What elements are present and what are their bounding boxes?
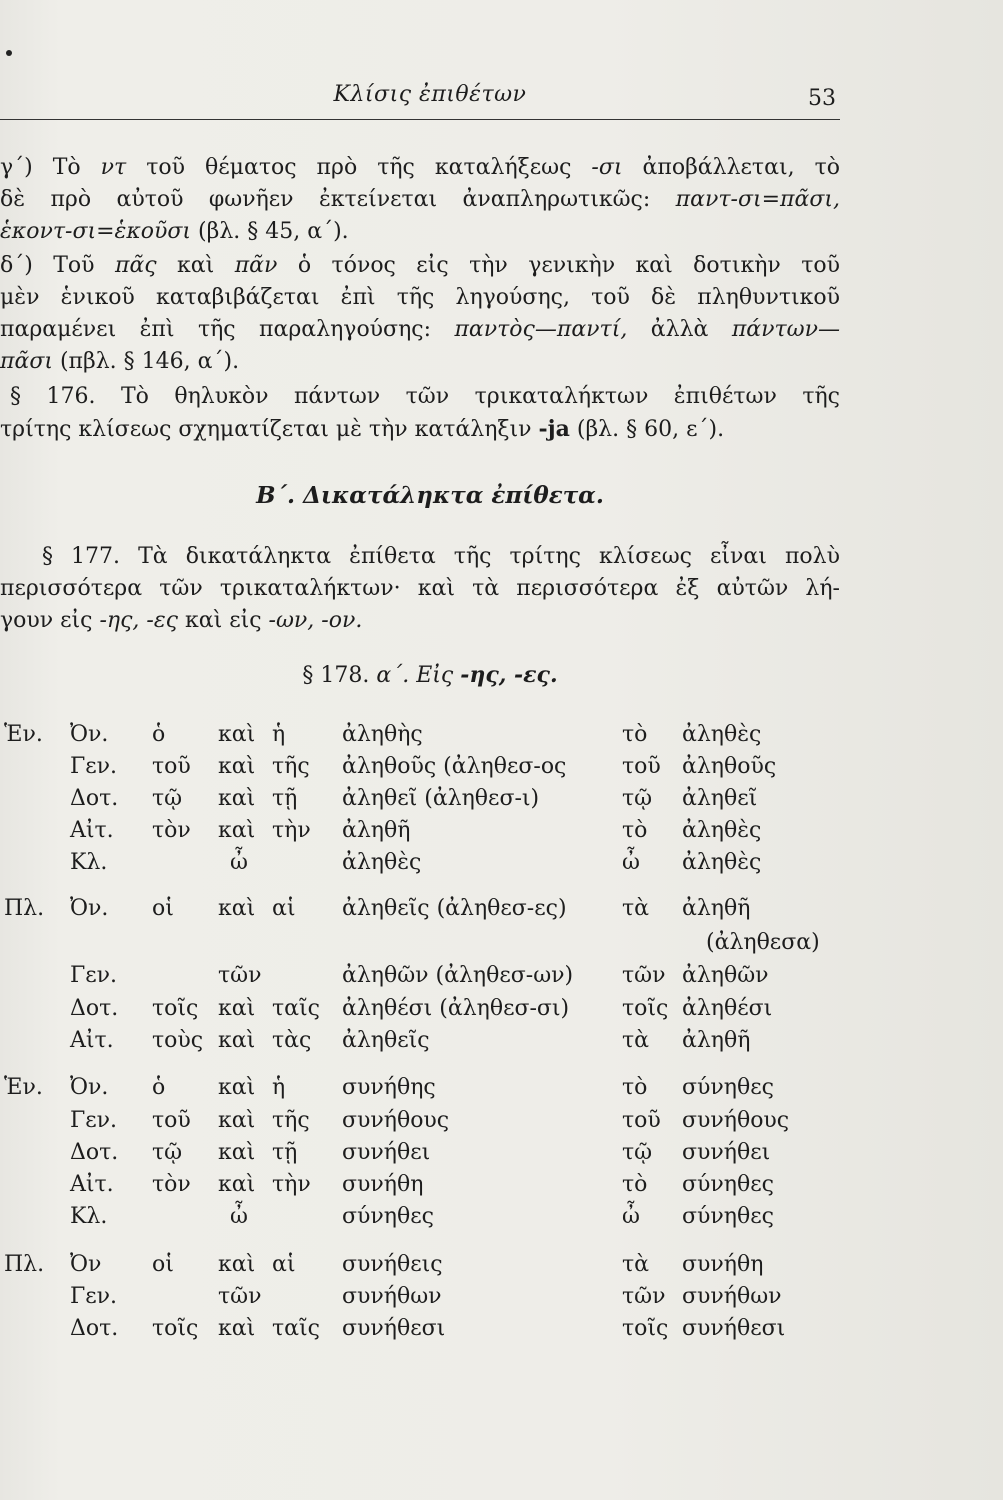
cell-art1: τὸν [152,818,191,843]
cell-form: συνήθων [342,1284,442,1309]
paragraph-176 [0,381,840,446]
cell-form: ἀληθεῖς (ἀληθεσ-ες) [342,896,567,921]
cell-art1: τοῖς [152,996,199,1021]
cell-form: σύνηθες [342,1204,434,1229]
cell-form: ἀληθεῖς [342,1028,430,1053]
cell-case: Ὀν. [70,1075,109,1100]
table-row [0,1028,860,1062]
section-heading: Β΄. Δικατάληκτα ἐπίθετα. [256,482,604,509]
cell-art1: τοὺς [152,1028,204,1053]
cell-case: Αἰτ. [70,1172,114,1197]
cell-art2: τὴν [272,818,311,843]
table-row [0,818,860,852]
paragraph-delta [0,250,840,378]
cell-kai: ὦ [230,1204,248,1229]
cell-art2: τῆς [272,1108,310,1133]
table-row [0,963,860,997]
cell-art1: ὁ [152,722,166,747]
cell-art2: τὴν [272,1172,311,1197]
cell-case: Δοτ. [70,1140,119,1165]
subsection-heading: § 178. α΄. Εἰς -ης, -ες. [302,662,558,688]
text-line: παραμένει ἐπὶ τῆς παραληγούσης: παντὸς—παντί, ἀλλὰ πάντων— [0,317,840,342]
cell-art1: τῷ [152,786,183,811]
table-row [0,1316,860,1350]
cell-art2: αἱ [272,896,296,921]
cell-art3: τῷ [622,1140,653,1165]
cell-form: συνήθεσι [342,1316,446,1341]
cell-form3: σύνηθες [682,1075,774,1100]
text-line: § 176. Τὸ θηλυκὸν πάντων τῶν τρικαταλήκτων ἐπιθέτων τῆς [10,384,840,409]
table-row [0,1284,860,1318]
cell-art2: ταῖς [272,1316,320,1341]
cell-form3: συνήθους [682,1108,790,1133]
cell-form3: ἀληθῆ [682,1028,751,1053]
cell-art1: τοῦ [152,1108,191,1133]
table-row [0,786,860,820]
cell-form3: (ἀληθεσα) [706,930,820,955]
text-line: μὲν ἑνικοῦ καταβιβάζεται ἐπὶ τῆς ληγούσης, τοῦ δὲ πληθυντικοῦ [0,285,840,310]
cell-art3: ὦ [622,850,640,875]
cell-kai: καὶ [218,786,256,811]
cell-art3: τὰ [622,1028,650,1053]
header-rule [0,119,840,120]
cell-art3: τὸ [622,1075,648,1100]
cell-form3: σύνηθες [682,1172,774,1197]
table-row [0,930,860,964]
cell-form: ἀληθοῦς (ἀληθεσ-ος [342,754,567,779]
text-line: γουν εἰς -ης, -ες καὶ εἰς -ων, -ον. [0,608,363,633]
cell-case: Δοτ. [70,1316,119,1341]
cell-case: Γεν. [70,754,118,779]
text-line: τρίτης κλίσεως σχηματίζεται μὲ τὴν κατάληξιν -ja (βλ. § 60, ε΄). [0,416,725,442]
cell-form3: ἀληθὲς [682,722,762,747]
cell-case: Γεν. [70,1108,118,1133]
cell-kai: καὶ [218,818,256,843]
cell-art2: τῇ [272,1140,298,1165]
cell-art1: οἱ [152,896,174,921]
cell-case: Γεν. [70,1284,118,1309]
cell-form3: ἀληθεῖ [682,786,758,811]
table-row [0,850,860,884]
cell-kai: καὶ [218,1108,256,1133]
text-line: ἑκοντ-σι=ἑκοῦσι (βλ. § 45, α΄). [0,219,349,244]
cell-art2: ἡ [272,1075,286,1100]
cell-art1: οἱ [152,1252,174,1277]
cell-case: Κλ. [70,1204,108,1229]
cell-kai: καὶ [218,1140,256,1165]
cell-kai: τῶν [218,1284,262,1309]
cell-kai: καὶ [218,1316,256,1341]
table-row [0,1172,860,1206]
text-line: περισσότερα τῶν τρικαταλήκτων· καὶ τὰ περισσότερα ἐξ αὐτῶν λή- [0,576,840,601]
cell-art1: τοῦ [152,754,191,779]
cell-case: Κλ. [70,850,108,875]
cell-art3: τῶν [622,1284,666,1309]
cell-kai: καὶ [218,1028,256,1053]
text-line: γ΄) Τὸ ντ τοῦ θέματος πρὸ τῆς καταλήξεως -σι ἀποβάλλεται, τὸ [0,155,840,180]
cell-art2: τὰς [272,1028,312,1053]
table-row [0,754,860,788]
cell-form: συνήθης [342,1075,436,1100]
cell-num: Πλ. [4,896,45,921]
cell-form3: ἀληθέσι [682,996,773,1021]
cell-art3: ὦ [622,1204,640,1229]
cell-form3: συνήθεσι [682,1316,786,1341]
cell-art3: τῷ [622,786,653,811]
cell-art3: τὸ [622,722,648,747]
cell-art3: τοῦ [622,754,661,779]
cell-art1: ὁ [152,1075,166,1100]
table-row [0,996,860,1030]
cell-form: συνήθει [342,1140,431,1165]
table-row [0,1075,860,1109]
cell-form: συνήθεις [342,1252,443,1277]
cell-num: Ἑν. [4,722,43,747]
text-line: πᾶσι (πβλ. § 146, α΄). [0,349,240,374]
text-line: § 177. Τὰ δικατάληκτα ἐπίθετα τῆς τρίτης κλίσεως εἶναι πολὺ [42,544,840,569]
cell-case: Δοτ. [70,996,119,1021]
cell-art2: ταῖς [272,996,320,1021]
cell-art2: τῇ [272,786,298,811]
table-row [0,722,860,756]
cell-case: Δοτ. [70,786,119,811]
cell-num: Ἑν. [4,1075,43,1100]
cell-form: συνήθους [342,1108,450,1133]
cell-art3: τὸ [622,818,648,843]
cell-case: Ὀν. [70,722,109,747]
running-title: Κλίσις ἐπιθέτων [333,82,527,107]
cell-art1: τῷ [152,1140,183,1165]
cell-case: Αἰτ. [70,818,114,843]
table-row [0,1108,860,1142]
cell-kai: καὶ [218,754,256,779]
cell-case: Ὀν [70,1252,102,1277]
table-row [0,1252,860,1286]
table-row [0,896,860,930]
cell-form: συνήθη [342,1172,424,1197]
cell-art3: τῶν [622,963,666,988]
cell-art3: τοῖς [622,1316,669,1341]
cell-form3: συνήθων [682,1284,782,1309]
cell-kai: καὶ [218,1252,256,1277]
cell-art2: αἱ [272,1252,296,1277]
paragraph-177 [0,541,840,637]
cell-kai: καὶ [218,1172,256,1197]
cell-form3: συνήθει [682,1140,771,1165]
cell-kai: καὶ [218,1075,256,1100]
cell-form: ἀληθὲς [342,850,422,875]
cell-kai: καὶ [218,722,256,747]
text-line: δ΄) Τοῦ πᾶς καὶ πᾶν ὁ τόνος εἰς τὴν γενικὴν καὶ δοτικὴν τοῦ [0,253,840,278]
cell-art3: τὰ [622,896,650,921]
cell-art3: τοῖς [622,996,669,1021]
cell-form3: ἀληθὲς [682,850,762,875]
cell-form3: συνήθη [682,1252,764,1277]
paragraph-gamma [0,152,840,248]
cell-case: Γεν. [70,963,118,988]
cell-form3: σύνηθες [682,1204,774,1229]
cell-form3: ἀληθῆ [682,896,751,921]
ink-dot [6,50,12,56]
cell-art1: τὸν [152,1172,191,1197]
cell-art3: τὰ [622,1252,650,1277]
cell-num: Πλ. [4,1252,45,1277]
cell-form3: ἀληθὲς [682,818,762,843]
page-number: 53 [808,86,836,111]
text-line: δὲ πρὸ αὐτοῦ φωνῆεν ἐκτείνεται ἀναπληρωτικῶς: παντ-σι=πᾶσι, [0,187,840,212]
cell-kai: καὶ [218,996,256,1021]
cell-form3: ἀληθοῦς [682,754,777,779]
cell-art2: ἡ [272,722,286,747]
cell-form: ἀληθῶν (ἀληθεσ-ων) [342,963,574,988]
table-row [0,1204,860,1238]
cell-form: ἀληθέσι (ἀληθεσ-σι) [342,996,570,1021]
cell-art3: τὸ [622,1172,648,1197]
cell-form3: ἀληθῶν [682,963,769,988]
cell-form: ἀληθὴς [342,722,423,747]
cell-kai: ὦ [230,850,248,875]
cell-art1: τοῖς [152,1316,199,1341]
cell-case: Αἰτ. [70,1028,114,1053]
cell-art3: τοῦ [622,1108,661,1133]
cell-form: ἀληθεῖ (ἀληθεσ-ι) [342,786,540,811]
cell-kai: τῶν [218,963,262,988]
cell-form: ἀληθῆ [342,818,411,843]
cell-case: Ὀν. [70,896,109,921]
table-row [0,1140,860,1174]
cell-art2: τῆς [272,754,310,779]
cell-kai: καὶ [218,896,256,921]
